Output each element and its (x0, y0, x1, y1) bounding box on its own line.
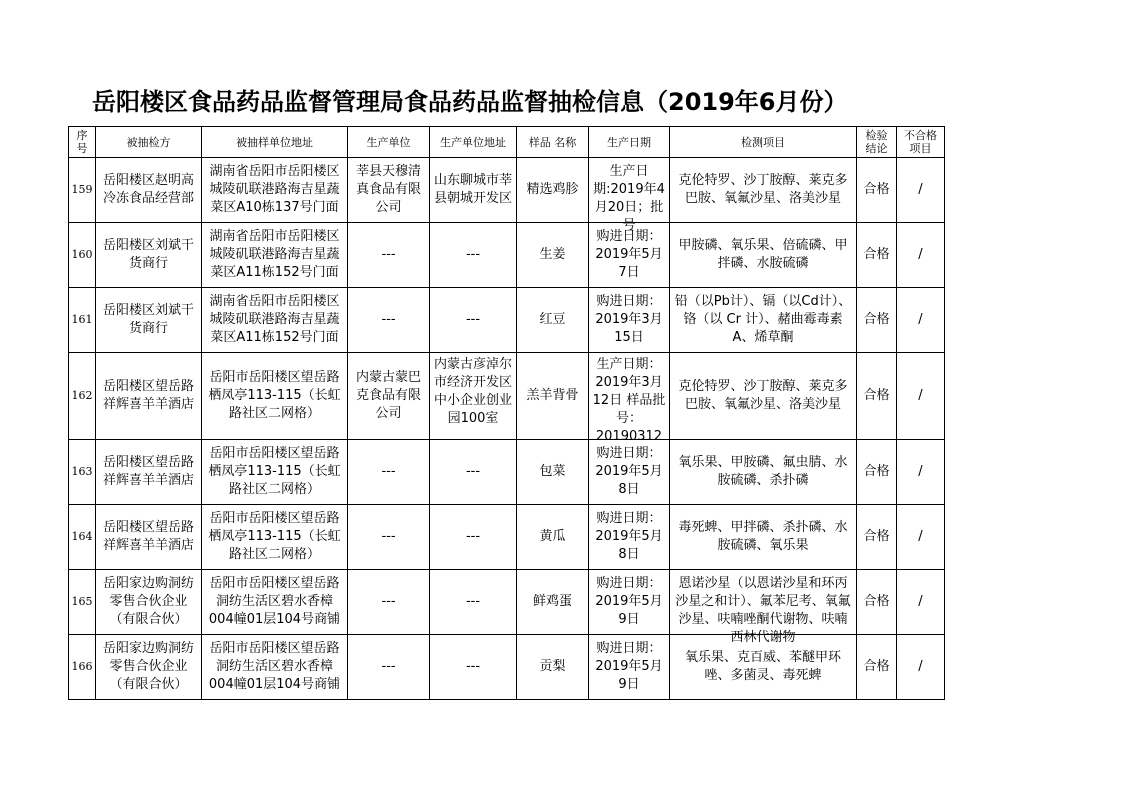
cell-party: 岳阳楼区刘斌干货商行 (96, 288, 202, 353)
cell-result: 合格 (857, 570, 897, 635)
cell-producer-address: --- (430, 223, 517, 288)
cell-party: 岳阳楼区望岳路祥辉喜羊羊酒店 (96, 505, 202, 570)
header-producer-address: 生产单位地址 (430, 127, 517, 158)
cell-date: 购进日期：2019年5月9日 (589, 635, 670, 700)
cell-result: 合格 (857, 440, 897, 505)
cell-address: 岳阳市岳阳楼区望岳路栖凤亭113-115（长虹路社区二网格） (202, 440, 348, 505)
header-row (69, 127, 945, 158)
cell-failed: / (897, 158, 945, 223)
cell-items: 克伦特罗、沙丁胺醇、莱克多巴胺、氧氟沙星、洛美沙星 (670, 158, 857, 223)
cell-producer: --- (348, 505, 430, 570)
cell-items: 甲胺磷、氧乐果、倍硫磷、甲拌磷、水胺硫磷 (670, 223, 857, 288)
cell-party: 岳阳楼区赵明高冷冻食品经营部 (96, 158, 202, 223)
cell-no: 161 (69, 288, 96, 353)
cell-failed: / (897, 353, 945, 440)
cell-date: 购进日期：2019年5月7日 (589, 223, 670, 288)
cell-no: 163 (69, 440, 96, 505)
cell-address: 岳阳市岳阳楼区望岳路洞纺生活区碧水香樟004幢01层104号商铺 (202, 635, 348, 700)
cell-address: 岳阳市岳阳楼区望岳路洞纺生活区碧水香樟004幢01层104号商铺 (202, 570, 348, 635)
table-row (69, 440, 945, 505)
table-row (69, 223, 945, 288)
cell-producer: --- (348, 635, 430, 700)
cell-failed: / (897, 440, 945, 505)
cell-date: 生产日期：2019年3月12日 样品批号：20190312 (589, 353, 670, 440)
cell-failed: / (897, 288, 945, 353)
table-row (69, 158, 945, 223)
table-body (69, 158, 945, 700)
cell-party: 岳阳家边购洞纺零售合伙企业（有限合伙） (96, 635, 202, 700)
cell-date: 购进日期：2019年3月15日 (589, 288, 670, 353)
cell-sample: 羔羊背骨 (517, 353, 589, 440)
cell-address: 湖南省岳阳市岳阳楼区城陵矶联港路海吉星蔬菜区A10栋137号门面 (202, 158, 348, 223)
cell-date: 购进日期：2019年5月8日 (589, 440, 670, 505)
table-row (69, 288, 945, 353)
header-failed: 不合格项目 (897, 127, 945, 158)
cell-no: 159 (69, 158, 96, 223)
cell-failed: / (897, 570, 945, 635)
inspection-table (68, 126, 945, 700)
cell-date: 购进日期：2019年5月9日 (589, 570, 670, 635)
cell-sample: 黄瓜 (517, 505, 589, 570)
cell-sample: 红豆 (517, 288, 589, 353)
cell-items: 恩诺沙星（以恩诺沙星和环丙沙星之和计）、氟苯尼考、氧氟沙星、呋喃唑酮代谢物、呋喃西林代谢物 (670, 570, 857, 635)
cell-failed: / (897, 223, 945, 288)
cell-sample: 精选鸡胗 (517, 158, 589, 223)
header-producer: 生产单位 (348, 127, 430, 158)
header-address: 被抽样单位地址 (202, 127, 348, 158)
cell-no: 165 (69, 570, 96, 635)
cell-sample: 包菜 (517, 440, 589, 505)
cell-sample: 贡梨 (517, 635, 589, 700)
header-date: 生产日期 (589, 127, 670, 158)
cell-producer: 内蒙古蒙巴克食品有限公司 (348, 353, 430, 440)
cell-producer: --- (348, 570, 430, 635)
cell-producer-address: --- (430, 505, 517, 570)
cell-producer-address: --- (430, 288, 517, 353)
cell-result: 合格 (857, 288, 897, 353)
cell-sample: 生姜 (517, 223, 589, 288)
cell-result: 合格 (857, 505, 897, 570)
cell-party: 岳阳楼区刘斌干货商行 (96, 223, 202, 288)
cell-result: 合格 (857, 353, 897, 440)
cell-result: 合格 (857, 158, 897, 223)
cell-failed: / (897, 505, 945, 570)
cell-producer: --- (348, 223, 430, 288)
table-row (69, 505, 945, 570)
cell-sample: 鲜鸡蛋 (517, 570, 589, 635)
cell-producer-address: 山东聊城市莘县朝城开发区 (430, 158, 517, 223)
cell-producer: --- (348, 288, 430, 353)
cell-no: 166 (69, 635, 96, 700)
page-title: 岳阳楼区食品药品监督管理局食品药品监督抽检信息（2019年6月份） (92, 88, 848, 116)
cell-date: 生产日期:2019年4月20日；批号 (589, 158, 670, 223)
cell-result: 合格 (857, 223, 897, 288)
cell-items: 毒死蜱、甲拌磷、杀扑磷、水胺硫磷、氧乐果 (670, 505, 857, 570)
table-row (69, 635, 945, 700)
cell-address: 湖南省岳阳市岳阳楼区城陵矶联港路海吉星蔬菜区A11栋152号门面 (202, 223, 348, 288)
cell-producer-address: --- (430, 440, 517, 505)
cell-party: 岳阳楼区望岳路祥辉喜羊羊酒店 (96, 353, 202, 440)
cell-address: 岳阳市岳阳楼区望岳路栖凤亭113-115（长虹路社区二网格） (202, 353, 348, 440)
cell-failed: / (897, 635, 945, 700)
cell-address: 湖南省岳阳市岳阳楼区城陵矶联港路海吉星蔬菜区A11栋152号门面 (202, 288, 348, 353)
cell-date: 购进日期：2019年5月8日 (589, 505, 670, 570)
cell-party: 岳阳家边购洞纺零售合伙企业（有限合伙） (96, 570, 202, 635)
header-items: 检测项目 (670, 127, 857, 158)
cell-items: 氧乐果、克百威、苯醚甲环唑、多菌灵、毒死蜱 (670, 635, 857, 700)
cell-producer: 莘县天穆清真食品有限公司 (348, 158, 430, 223)
table-row (69, 353, 945, 440)
cell-items: 铅（以Pb计）、镉（以Cd计）、铬（以 Cr 计）、赭曲霉毒素A、烯草酮 (670, 288, 857, 353)
header-party: 被抽检方 (96, 127, 202, 158)
cell-producer-address: --- (430, 635, 517, 700)
cell-address: 岳阳市岳阳楼区望岳路栖凤亭113-115（长虹路社区二网格） (202, 505, 348, 570)
table-row (69, 570, 945, 635)
cell-result: 合格 (857, 635, 897, 700)
cell-items: 氧乐果、甲胺磷、氟虫腈、水胺硫磷、杀扑磷 (670, 440, 857, 505)
cell-producer-address: 内蒙古彦淖尔市经济开发区中小企业创业园100室 (430, 353, 517, 440)
cell-party: 岳阳楼区望岳路祥辉喜羊羊酒店 (96, 440, 202, 505)
cell-no: 160 (69, 223, 96, 288)
cell-no: 162 (69, 353, 96, 440)
cell-producer-address: --- (430, 570, 517, 635)
header-result: 检验结论 (857, 127, 897, 158)
cell-items: 克伦特罗、沙丁胺醇、莱克多巴胺、氧氟沙星、洛美沙星 (670, 353, 857, 440)
header-sample: 样品 名称 (517, 127, 589, 158)
cell-no: 164 (69, 505, 96, 570)
header-no: 序号 (69, 127, 96, 158)
cell-producer: --- (348, 440, 430, 505)
